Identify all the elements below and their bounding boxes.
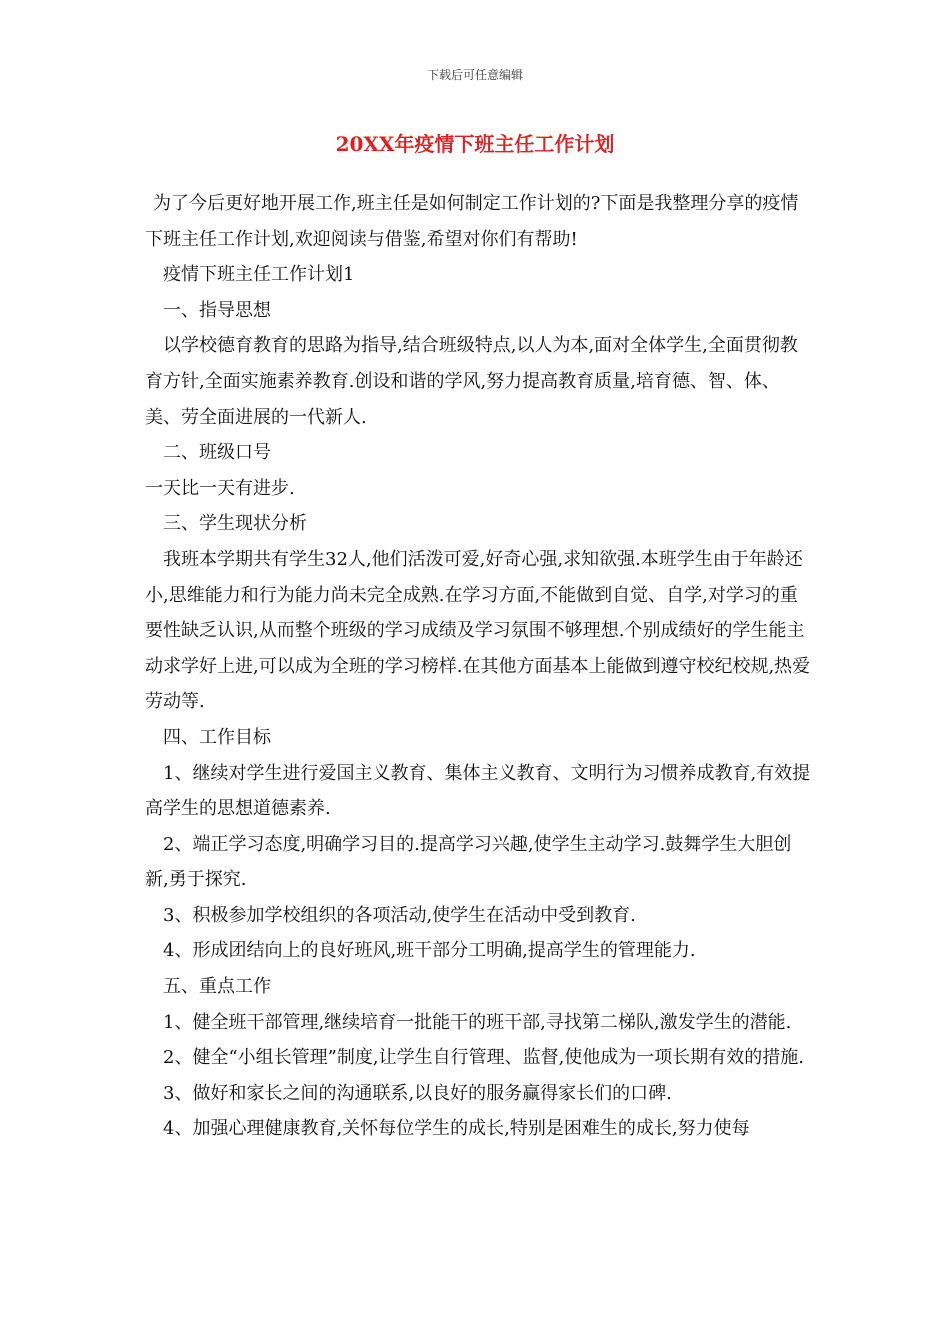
list-item: 1、继续对学生进行爱国主义教育、集体主义教育、文明行为习惯养成教育,有效提高学生的思想道德素养.: [145, 762, 811, 820]
body-paragraph: 一天比一天有进步.: [145, 477, 295, 499]
list-item: 4、形成团结向上的良好班风,班干部分工明确,提高学生的管理能力.: [163, 940, 696, 962]
section-heading: 一、指导思想: [163, 299, 271, 321]
header-note: 下载后可任意编辑: [426, 68, 523, 82]
section-heading: 三、学生现状分析: [163, 513, 307, 535]
body-paragraph: 我班本学期共有学生32人,他们活泼可爱,好奇心强,求知欲强.本班学生由于年龄还小,思维能力和行为能力尚未完全成熟.在学习方面,不能做到自觉、自学,对学习的重要性缺乏认识,从而整个班级的学习成绩及学习氛围不够理想.个别成绩好的学生能主动求学好上进,可以成为全班的学习榜样.在其他方面基本上能做到遵守校纪校规,热爱劳动等.: [145, 548, 811, 713]
section-heading: 五、重点工作: [163, 976, 271, 998]
intro-paragraph: 为了今后更好地开展工作,班主任是如何制定工作计划的?下面是我整理分享的疫情下班主任工作计划,欢迎阅读与借鉴,希望对你们有帮助!: [145, 193, 799, 250]
list-item: 4、加强心理健康教育,关怀每位学生的成长,特别是困难生的成长,努力使每: [163, 1118, 750, 1140]
section-heading: 二、班级口号: [163, 442, 271, 464]
list-item: 3、积极参加学校组织的各项活动,使学生在活动中受到教育.: [163, 904, 636, 926]
section-heading: 四、工作目标: [163, 726, 271, 748]
list-item: 1、健全班干部管理,继续培育一批能干的班干部,寻找第二梯队,激发学生的潜能.: [163, 1011, 792, 1033]
list-item: 2、健全“小组长管理”制度,让学生自行管理、监督,使他成为一项长期有效的措施.: [163, 1047, 805, 1069]
list-item: 3、做好和家长之间的沟通联系,以良好的服务赢得家长们的口碑.: [163, 1082, 672, 1104]
list-item: 2、端正学习态度,明确学习目的.提高学习兴趣,使学生主动学习.鼓舞学生大胆创新,勇于探究.: [145, 833, 792, 891]
body-paragraph: 以学校德育教育的思路为指导,结合班级特点,以人为本,面对全体学生,全面贯彻教育方针,全面实施素养教育.创设和谐的学风,努力提高教育质量,培育德、智、体、美、劳全面进展的一代新人.: [145, 335, 798, 428]
plan-subtitle: 疫情下班主任工作计划1: [163, 264, 355, 286]
document-body: [145, 186, 815, 1147]
document-title: 20XX年疫情下班主任工作计划: [335, 132, 615, 156]
